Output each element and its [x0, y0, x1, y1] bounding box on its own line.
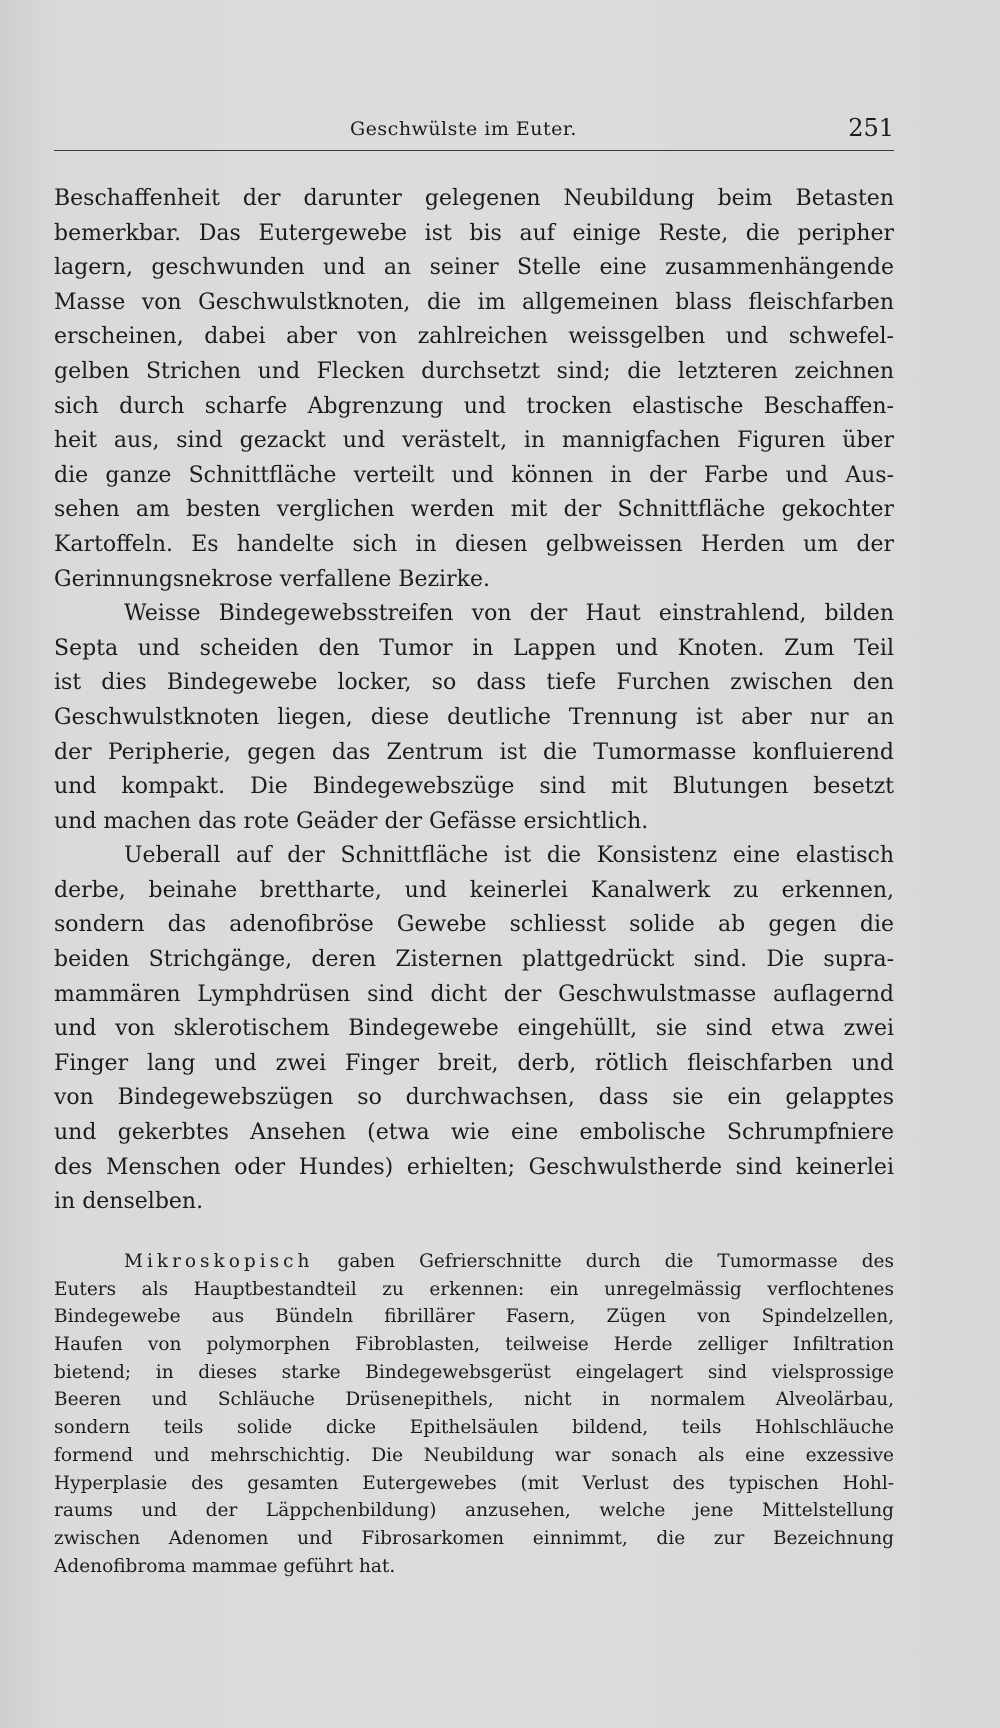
text-line: erscheinen, dabei aber von zahlreichen weissgelben und schwefel- [54, 324, 894, 350]
text-line: Haufen von polymorphen Fibroblasten, teilweise Herde zelliger Infiltration [54, 1334, 894, 1356]
text-line: derbe, beinahe brettharte, und keinerlei Kanalwerk zu erkennen, [54, 877, 894, 903]
text-line: gelben Strichen und Flecken durchsetzt sind; die letzteren zeichnen [54, 358, 894, 384]
text-line: und kompakt. Die Bindegewebszüge sind mit Blutungen besetzt [54, 774, 894, 800]
paragraph-3 [54, 839, 894, 1220]
text-line: sich durch scharfe Abgrenzung und trocken elastische Beschaffen- [54, 393, 894, 419]
text-line: Hyperplasie des gesamten Eutergewebes (mit Verlust des typischen Hohl- [54, 1472, 894, 1494]
text-line: sondern teils solide dicke Epithelsäulen bildend, teils Hohlschläuche [54, 1417, 894, 1439]
text-line: mammären Lymphdrüsen sind dicht der Geschwulstmasse auflagernd [54, 981, 894, 1007]
page-header [54, 112, 894, 152]
text-line: bietend; in dieses starke Bindegewebsgerüst eingelagert sind vielsprossige [54, 1361, 894, 1383]
text-line: und gekerbtes Ansehen (etwa wie eine embolische Schrumpfniere [54, 1120, 894, 1146]
text-line: Weisse Bindegewebsstreifen von der Haut einstrahlend, bilden [124, 601, 894, 627]
text-line: in denselben. [54, 1189, 204, 1215]
text-line: Masse von Geschwulstknoten, die im allgemeinen blass fleischfarben [54, 289, 894, 315]
first-line-rest: gaben Gefrierschnitte durch die Tumormasse des [313, 1251, 894, 1272]
text-line: Finger lang und zwei Finger breit, derb, rötlich fleischfarben und [54, 1050, 894, 1076]
text-line: der Peripherie, gegen das Zentrum ist die Tumormasse konfluierend [54, 739, 894, 765]
text-line: beiden Strichgänge, deren Zisternen plattgedrückt sind. Die supra- [54, 947, 894, 973]
text-line: und von sklerotischem Bindegewebe eingehüllt, sie sind etwa zwei [54, 1016, 894, 1042]
paragraph-1 [54, 182, 894, 597]
text-line: und machen das rote Geäder der Gefässe ersichtlich. [54, 808, 649, 834]
text-line: Ueberall auf der Schnittfläche ist die Konsistenz eine elastisch [124, 843, 894, 869]
text-line: Beschaffenheit der darunter gelegenen Neubildung beim Betasten [54, 186, 894, 211]
text-line: Septa und scheiden den Tumor in Lappen und Knoten. Zum Teil [54, 635, 894, 661]
text-line: sehen am besten verglichen werden mit der Schnittfläche gekochter [54, 497, 894, 523]
text-line: Kartoffeln. Es handelte sich in diesen gelbweissen Herden um der [54, 531, 894, 557]
spaced-lead-word: Mikroskopisch [124, 1251, 314, 1272]
text-line: Gerinnungsnekrose verfallene Bezirke. [54, 566, 490, 592]
text-line: Adenofibroma mammae geführt hat. [54, 1555, 396, 1577]
page-number: 251 [848, 114, 894, 142]
text-line: ist dies Bindegewebe locker, so dass tiefe Furchen zwischen den [54, 670, 894, 696]
text-line: raums und der Läppchenbildung) anzusehen, welche jene Mittelstellung [54, 1500, 894, 1522]
body-text [54, 182, 894, 1220]
text-line: Bindegewebe aus Bündeln fibrillärer Fasern, Zügen von Spindelzellen, [54, 1306, 894, 1328]
text-line: heit aus, sind gezackt und verästelt, in mannigfachen Figuren über [54, 428, 894, 454]
text-line: sondern das adenofibröse Gewebe schliesst solide ab gegen die [54, 912, 894, 938]
text-line: von Bindegewebszügen so durchwachsen, dass sie ein gelapptes [54, 1085, 894, 1111]
text-line: bemerkbar. Das Eutergewebe ist bis auf einige Reste, die peripher [54, 220, 894, 246]
paragraph-2 [54, 597, 894, 839]
running-head: Geschwülste im Euter. [350, 118, 577, 140]
text-line: lagern, geschwunden und an seiner Stelle eine zusammenhängende [54, 255, 894, 281]
small-print-paragraph [54, 1248, 894, 1580]
header-rule [54, 150, 894, 151]
text-line [54, 1248, 894, 1276]
text-line: Euters als Hauptbestandteil zu erkennen: ein unregelmässig verflochtenes [54, 1278, 894, 1300]
text-line: formend und mehrschichtig. Die Neubildung war sonach als eine exzessive [54, 1444, 894, 1466]
text-line: die ganze Schnittfläche verteilt und können in der Farbe und Aus- [54, 462, 894, 488]
text-line: des Menschen oder Hundes) erhielten; Geschwulstherde sind keinerlei [54, 1154, 894, 1180]
text-line: Beeren und Schläuche Drüsenepithels, nicht in normalem Alveolärbau, [54, 1389, 894, 1411]
text-line: zwischen Adenomen und Fibrosarkomen einnimmt, die zur Bezeichnung [54, 1527, 894, 1549]
text-line: Geschwulstknoten liegen, diese deutliche Trennung ist aber nur an [54, 704, 894, 730]
